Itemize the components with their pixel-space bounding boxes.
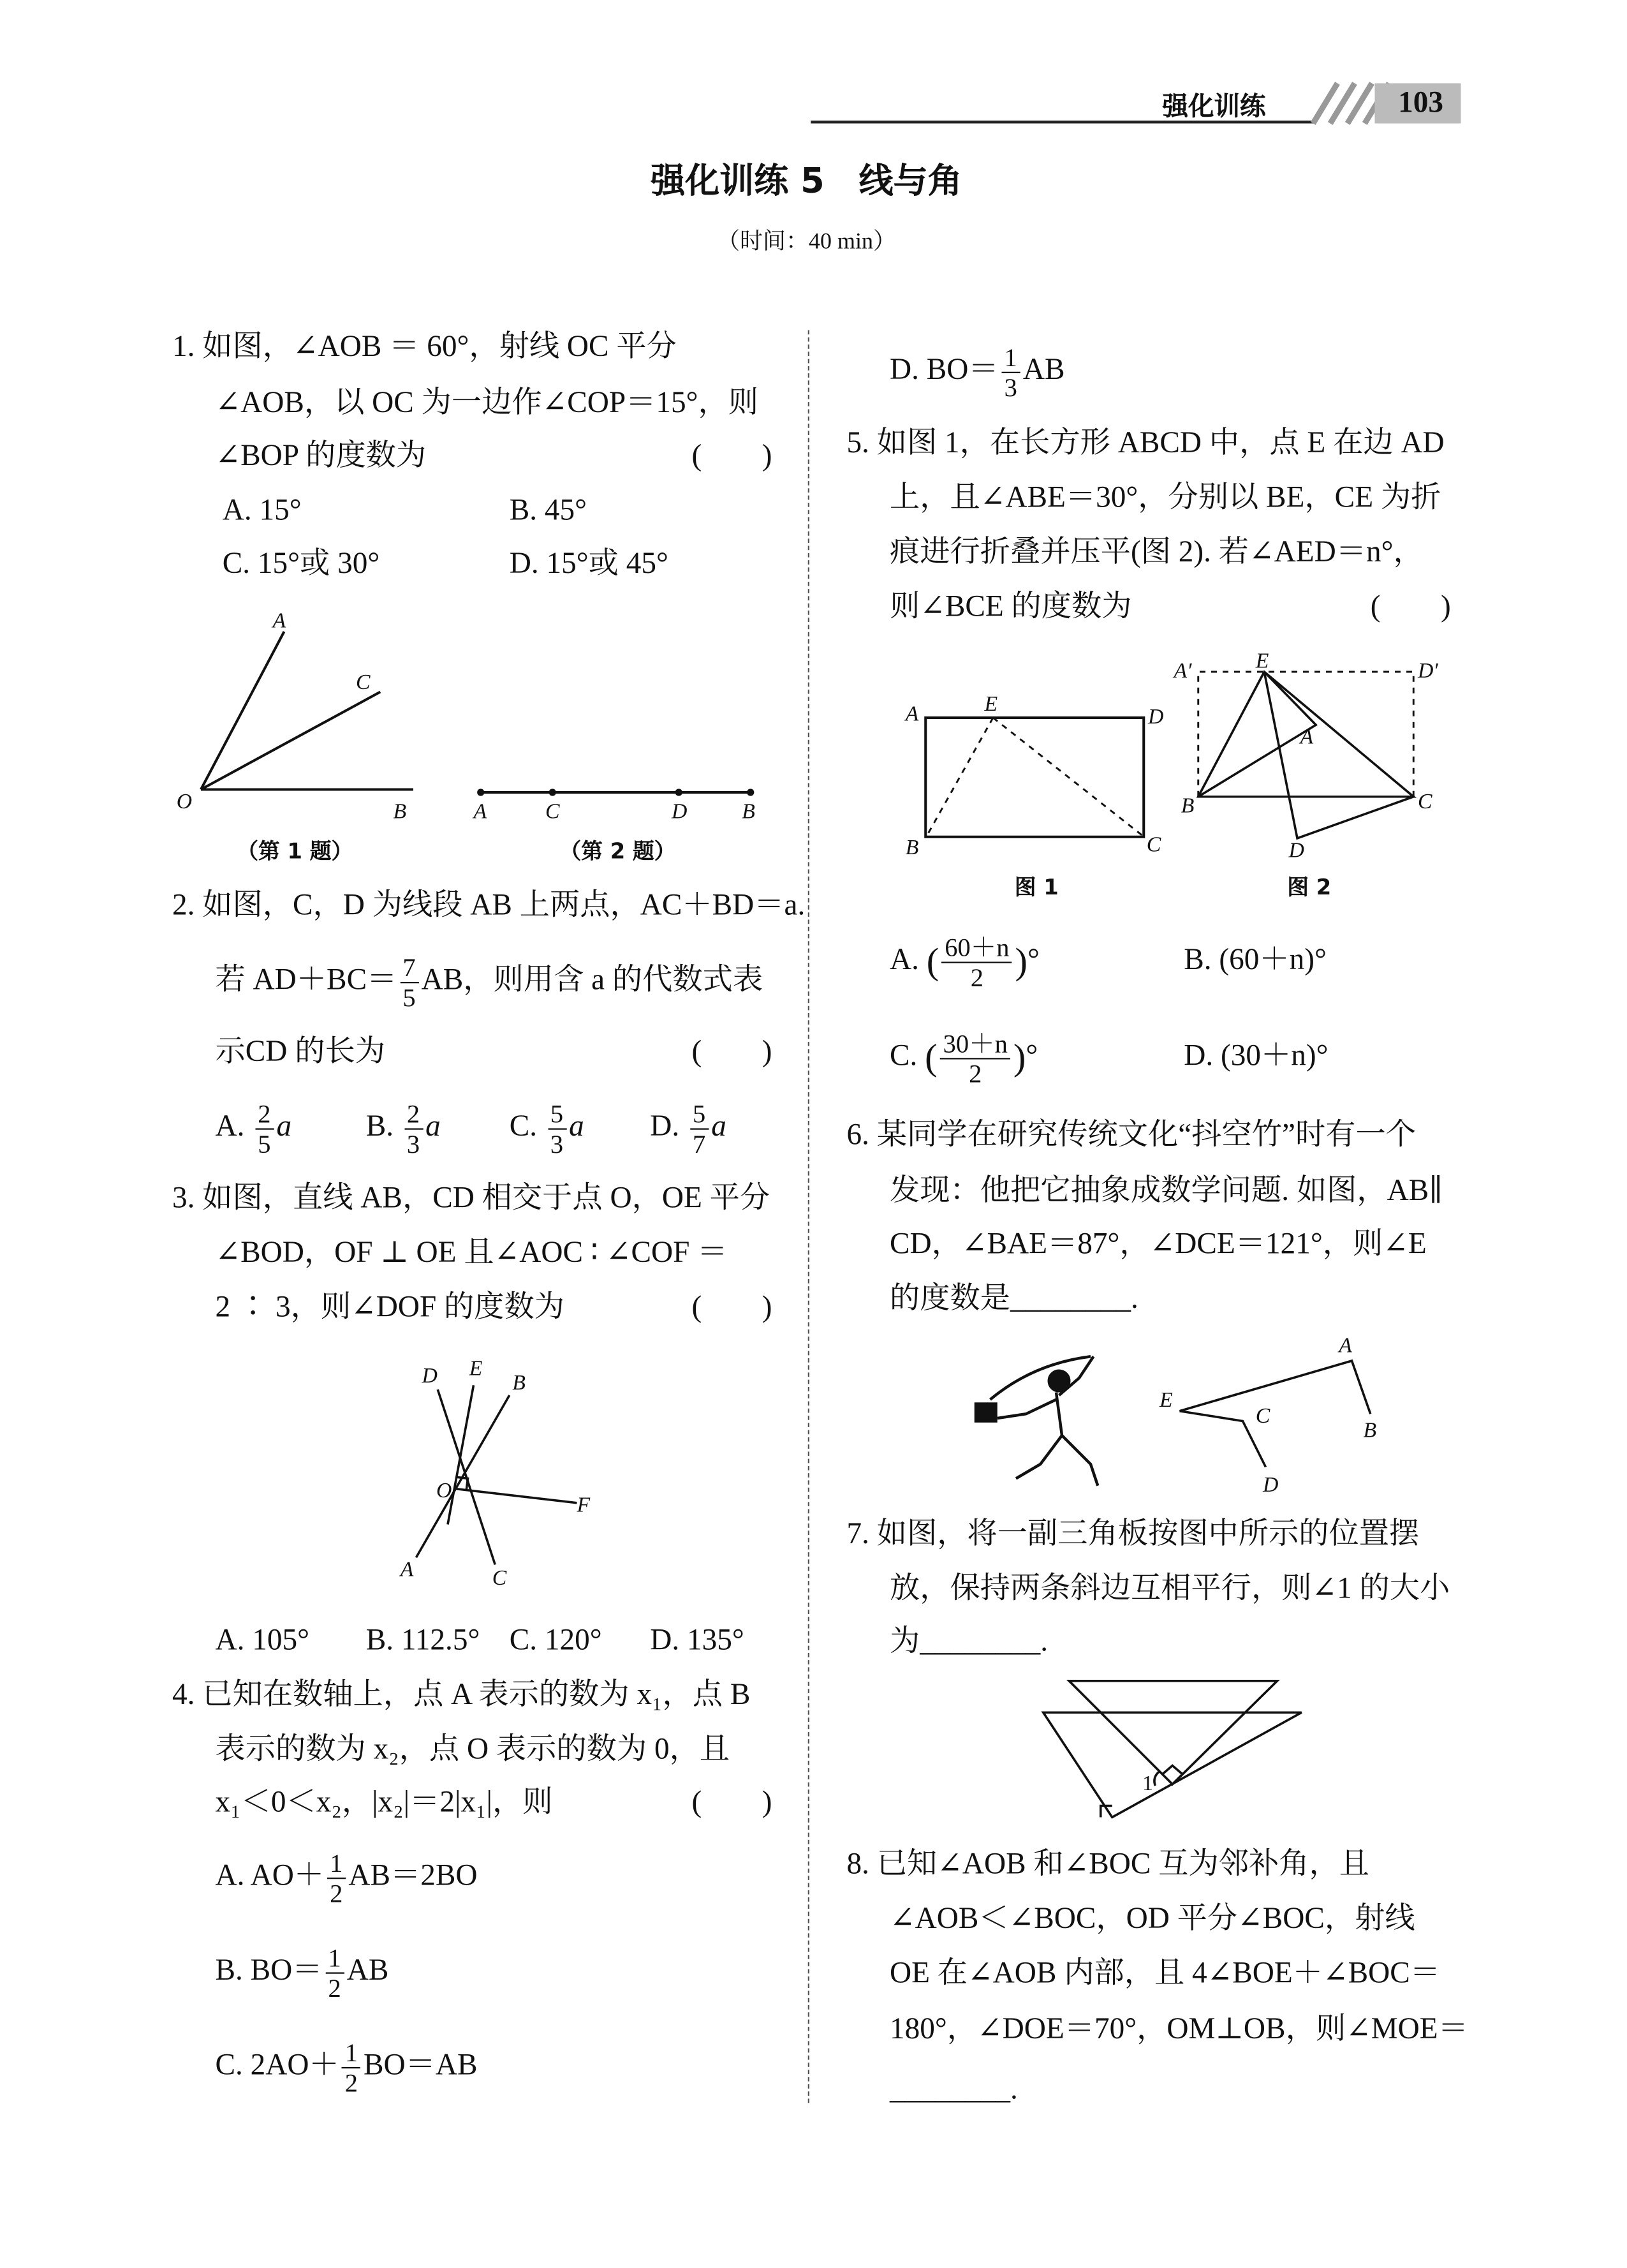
q1-option-a: A. 15° [222,492,302,527]
q6-label-d: D [1263,1472,1279,1497]
q3-label-d: D [422,1363,438,1388]
q5-option-d: D. (30＋n)° [1184,1037,1329,1072]
q2-line: 示CD 的长为 [215,1034,385,1068]
paren: ) [1015,940,1028,982]
q2-label-a: A [473,799,487,824]
q1-label-a: A [272,609,286,633]
q6-label-e: E [1160,1388,1173,1412]
denominator: 2 [970,963,984,992]
numerator: 1 [1001,343,1020,373]
fig1-label-a: A [905,702,919,726]
option-text: D. BO＝ [890,352,999,387]
numerator: 1 [342,2038,360,2068]
option-text: B. BO＝ [215,1952,323,1987]
paren: ( [926,940,939,982]
fig2-label-c: C [1418,789,1432,813]
fig2-label-a-prime: A′ [1174,659,1192,683]
numerator: 2 [255,1099,274,1129]
numerator: 1 [325,1943,344,1973]
option-text: C. 2AO＋ [215,2047,339,2082]
denominator: 3 [1004,373,1017,402]
option-text: AB [1022,352,1065,387]
paren: ( [925,1036,938,1079]
fig2-label-d: D [1288,838,1304,863]
q2-text: AB，则用含 a 的代数式表 [421,961,763,997]
q7-line: 放，保持两条斜边互相平行，则∠1 的大小 [890,1570,1450,1605]
numerator: 5 [547,1099,566,1129]
fig1-caption: 图 1 [1014,874,1059,900]
q1-line: ∠BOP 的度数为 [215,438,427,473]
q6-line: 发现：他把它抽象成数学问题. 如图，AB∥ [890,1173,1443,1208]
option-label: A. [890,942,919,976]
q5-option-b: B. (60＋n)° [1184,942,1327,976]
option-label: C. [890,1037,918,1072]
option-text: AB＝2BO [348,1857,478,1892]
fig2-caption: 图 2 [1287,874,1332,900]
numerator: 60＋n [942,933,1012,963]
q3-label-e: E [469,1356,483,1381]
q5-line: 5. 如图 1，在长方形 ABCD 中，点 E 在边 AD [846,425,1445,459]
denominator: 7 [693,1129,706,1159]
q1-option-d: D. 15°或 45° [509,545,668,580]
q6-line: CD，∠BAE＝87°，∠DCE＝121°，则∠E [890,1226,1427,1261]
fig2-label-e: E [1255,649,1269,673]
denominator: 3 [406,1129,420,1159]
option-label: C. [509,1108,538,1143]
option-text: AB [346,1952,389,1987]
q1-caption: （第 1 题） [237,838,353,864]
fig1-label-e: E [984,692,998,716]
variable: a [711,1108,726,1143]
q8-line: ________. [890,2071,1018,2106]
option-text: A. AO＋ [215,1857,325,1892]
q6-label-b: B [1363,1418,1377,1442]
q1-label-o: O [176,789,193,813]
q5-answer-blank: ( ) [1370,588,1451,623]
q3-label-c: C [492,1566,507,1590]
q6-line: 6. 某同学在研究传统文化“抖空竹”时有一个 [846,1116,1416,1152]
q1-line: ∠AOB，以 OC 为一边作∠COP＝15°，则 [215,385,759,419]
paren: ) [1013,1036,1026,1079]
q2-caption: （第 2 题） [559,838,676,864]
page-number: 103 [1398,84,1443,119]
q3-line: 3. 如图，直线 AB，CD 相交于点 O，OE 平分 [172,1180,770,1215]
q3-line: 2 ∶ 3，则∠DOF 的度数为 [215,1289,565,1324]
denominator: 5 [258,1129,271,1159]
fig2-label-d-prime: D′ [1418,659,1438,683]
page-title: 强化训练 5 线与角 [651,161,962,201]
fig1-label-c: C [1146,833,1161,857]
q3-label-f: F [577,1493,591,1517]
q8-line: 8. 已知∠AOB 和∠BOC 互为邻补角，且 [846,1846,1369,1881]
denominator: 2 [330,1878,343,1908]
degree: ° [1026,1037,1038,1072]
q2-label-c: C [545,799,560,824]
q1-option-c: C. 15°或 30° [222,545,380,580]
q3-option-d: D. 135° [650,1622,744,1657]
numerator: 30＋n [940,1029,1010,1059]
numerator: 1 [327,1848,346,1878]
degree: ° [1027,942,1040,976]
numerator: 2 [404,1099,422,1129]
q2-line: 2. 如图，C，D 为线段 AB 上两点，AC＋BD＝a. [172,887,806,922]
variable: a [569,1108,584,1143]
q1-label-b: B [393,799,407,824]
q5-line: 则∠BCE 的度数为 [890,588,1132,623]
q3-label-a: A [400,1557,414,1582]
q3-option-a: A. 105° [215,1622,310,1657]
q6-label-a: A [1339,1333,1352,1358]
q3-option-b: B. 112.5° [365,1622,480,1657]
q8-line: ∠AOB＜∠BOC，OD 平分∠BOC，射线 [890,1901,1415,1935]
q5-line: 痕进行折叠并压平(图 2). 若∠AED＝n°， [890,534,1424,568]
option-text: BO＝AB [364,2047,478,2082]
q4-line: x₁＜0＜x₂，|x₂|＝2|x₁|，则 [215,1784,553,1819]
variable: a [425,1108,441,1143]
option-label: A. [215,1108,245,1143]
denominator: 2 [344,2068,358,2097]
q2-label-b: B [742,799,755,824]
fig2-label-a: A [1300,725,1314,749]
q1-option-b: B. 45° [509,492,587,527]
q7-line: 7. 如图，将一副三角板按图中所示的位置摆 [846,1516,1420,1550]
q2-text: 若 AD＋BC＝ [215,961,397,997]
denominator: 5 [402,982,416,1012]
numerator: 5 [690,1099,709,1129]
header-section: 强化训练 [1162,92,1266,122]
q3-answer-blank: ( ) [691,1289,772,1324]
fig1-label-b: B [905,835,919,859]
fig2-label-b: B [1181,794,1195,818]
denominator: 2 [969,1058,982,1088]
numerator: 7 [400,952,418,982]
q1-label-c: C [356,671,371,694]
variable: a [276,1108,292,1143]
option-label: D. [650,1108,680,1143]
q5-line: 上，且∠ABE＝30°，分别以 BE，CE 为折 [890,479,1441,514]
q8-line: OE 在∠AOB 内部，且 4∠BOE＋∠BOC＝ [890,1955,1440,1990]
q3-option-c: C. 120° [509,1622,602,1657]
q3-label-b: B [512,1371,526,1395]
q2-answer-blank: ( ) [691,1034,772,1068]
denominator: 2 [328,1973,341,2003]
time-limit: （时间：40 min） [716,230,897,255]
q8-line: 180°，∠DOE＝70°，OM⊥OB，则∠MOE＝ [890,2011,1468,2046]
q4-line: 表示的数为 x₂，点 O 表示的数为 0，且 [215,1731,730,1766]
fig1-label-d: D [1148,705,1164,729]
q2-label-d: D [672,799,688,824]
q7-angle-label: 1 [1142,1771,1153,1795]
q4-answer-blank: ( ) [691,1784,772,1819]
denominator: 3 [550,1129,564,1159]
q4-line: 4. 已知在数轴上，点 A 表示的数为 x₁，点 B [172,1677,751,1711]
q6-line: 的度数是________. [890,1280,1138,1315]
q3-label-o: O [436,1478,452,1502]
q3-line: ∠BOD，OF ⊥ OE 且∠AOC ∶ ∠COF ＝ [215,1234,728,1269]
q1-answer-blank: ( ) [691,438,772,473]
option-label: B. [365,1108,394,1143]
q6-label-c: C [1255,1404,1270,1428]
q1-line: 1. 如图，∠AOB ＝ 60°，射线 OC 平分 [172,329,677,364]
q7-line: 为________. [890,1623,1049,1658]
